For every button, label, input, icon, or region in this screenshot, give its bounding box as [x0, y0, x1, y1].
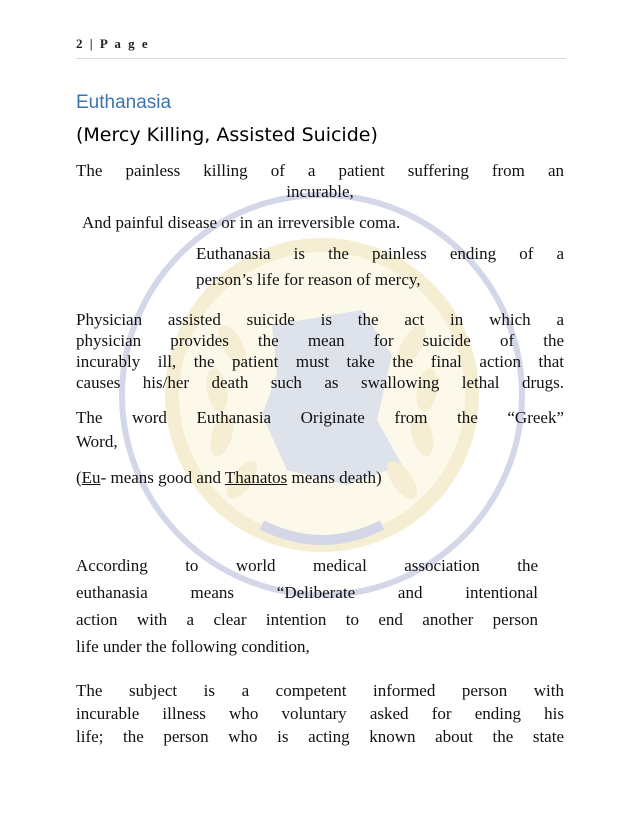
term-thanatos: Thanatos — [224, 468, 288, 487]
paragraph-4-line-3: incurably ill, the patient must take the final action that — [76, 352, 564, 371]
paragraph-4-line-4: causes his/her death such as swallowing lethal drugs. — [76, 373, 564, 392]
term-eu: Eu — [81, 468, 101, 487]
paragraph-4-line-1: Physician assisted suicide is the act in which a — [76, 310, 564, 329]
paragraph-3-line-2: person’s life for reason of mercy, — [196, 270, 421, 289]
paragraph-8-line-2: incurable illness who voluntary asked for ending his — [76, 704, 564, 723]
page-subtitle: (Mercy Killing, Assisted Suicide) — [76, 124, 378, 146]
paragraph-2: And painful disease or in an irreversible coma. — [82, 213, 401, 232]
paragraph-7-line-3: action with a clear intention to end another person — [76, 610, 538, 629]
paragraph-6-end: means death) — [287, 468, 382, 487]
paragraph-8-line-3: life; the person who is acting known about the state — [76, 727, 564, 746]
paragraph-1-line-2: incurable, — [286, 182, 354, 201]
paragraph-7-line-2: euthanasia means “Deliberate and intentional — [76, 583, 538, 602]
paragraph-8-line-1: The subject is a competent informed person with — [76, 681, 564, 700]
page-title: Euthanasia — [76, 92, 172, 113]
paragraph-3-line-1: Euthanasia is the painless ending of a — [196, 244, 564, 263]
paragraph-4-line-2: physician provides the mean for suicide of the — [76, 331, 564, 350]
paragraph-6-mid: - means good and — [100, 468, 225, 487]
paragraph-7-line-4: life under the following condition, — [76, 637, 310, 656]
paragraph-1-line-1: The painless killing of a patient suffering from an — [76, 161, 564, 180]
page-header: 2 | P a g e — [76, 36, 566, 59]
paragraph-6-open: ( — [76, 468, 82, 487]
paragraph-7-line-1: According to world medical association the — [76, 556, 538, 575]
paragraph-5-line-2: Word, — [76, 432, 118, 451]
paragraph-6 — [76, 467, 564, 488]
paragraph-5-line-1: The word Euthanasia Originate from the “Greek” — [76, 408, 564, 427]
